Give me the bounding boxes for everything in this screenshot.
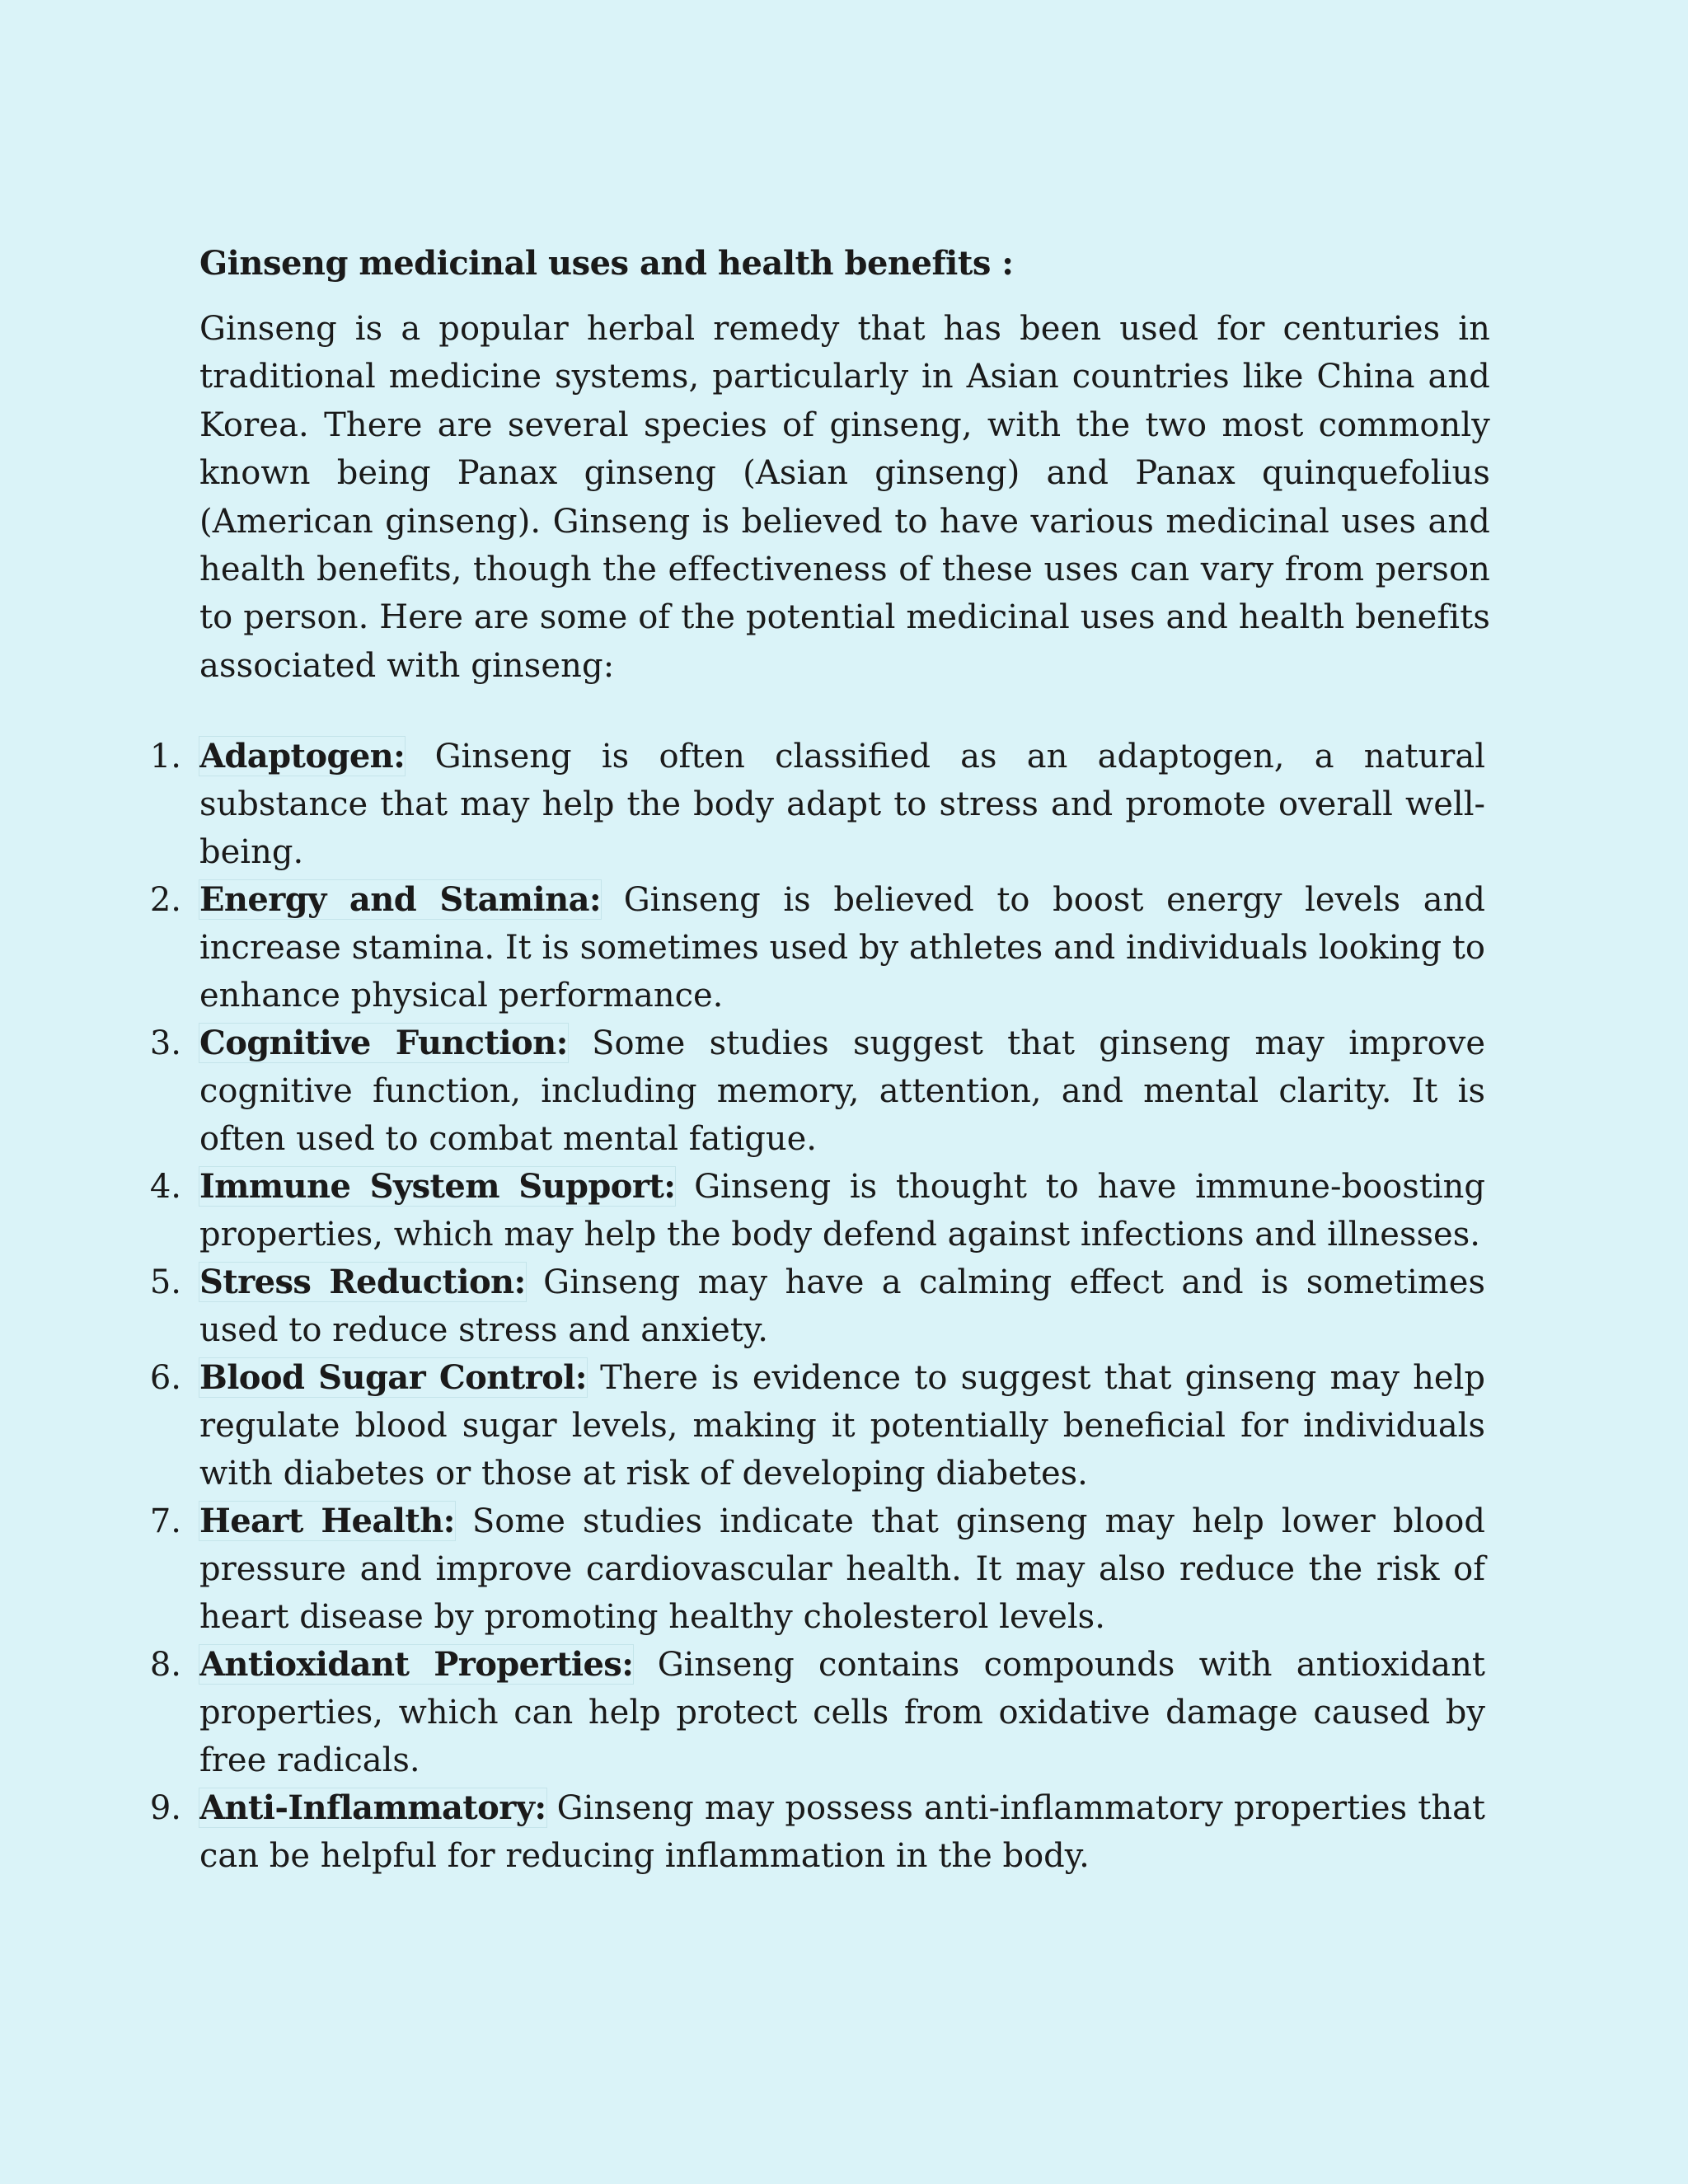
intro-paragraph: Ginseng is a popular herbal remedy that has been used for centuries in traditional medicine systems, particularly in Asian countries like China and Korea. There are several species of ginseng, with the two most commonly known being Panax ginseng (Asian ginseng) and Panax quinquefolius (American ginseng). Ginseng is believed to have various medicinal uses and health benefits, though the effectiveness of these uses can vary from person to person. Here are some of the potential medicinal uses and health benefits associated with ginseng: xyxy=(199,310,1490,685)
benefit-term: Anti-Inflammatory: xyxy=(199,1788,546,1827)
list-item xyxy=(148,1354,1485,1497)
list-item xyxy=(148,1258,1485,1354)
list-item xyxy=(148,1497,1485,1641)
list-item-number: 4. xyxy=(149,1168,181,1206)
benefit-term: Energy and Stamina: xyxy=(199,880,602,919)
benefit-description: Ginseng is often classified as an adaptogen, a natural substance that may help the body adapt to stress and promote overall well-being. xyxy=(199,738,1485,871)
benefit-term: Antioxidant Properties: xyxy=(199,1645,634,1684)
page-title: Ginseng medicinal uses and health benefits : xyxy=(199,244,1014,283)
list-item xyxy=(148,1784,1485,1880)
benefit-term: Immune System Support: xyxy=(199,1167,676,1206)
benefit-description: Ginseng contains compounds with antioxidant properties, which can help protect cells from oxidative damage caused by free radicals. xyxy=(199,1646,1485,1779)
list-item xyxy=(148,1641,1485,1784)
benefit-description: Ginseng may possess anti-inflammatory properties that can be helpful for reducing inflammation in the body. xyxy=(199,1789,1485,1875)
list-item-number: 9. xyxy=(149,1789,181,1827)
benefit-description: There is evidence to suggest that ginseng may help regulate blood sugar levels, making it potentially beneficial for individuals with diabetes or those at risk of developing diabetes. xyxy=(199,1359,1486,1493)
list-item-number: 7. xyxy=(149,1502,181,1540)
list-item xyxy=(148,876,1485,1019)
benefit-term: Heart Health: xyxy=(199,1502,455,1540)
list-item-number: 2. xyxy=(149,881,181,919)
list-item-number: 3. xyxy=(149,1024,181,1062)
benefit-term: Blood Sugar Control: xyxy=(199,1358,587,1397)
benefit-description: Some studies indicate that ginseng may help lower blood pressure and improve cardiovascular health. It may also reduce the risk of heart disease by promoting healthy cholesterol levels. xyxy=(199,1502,1485,1636)
benefits-list xyxy=(148,733,1485,1880)
list-item xyxy=(148,733,1485,876)
benefit-term: Stress Reduction: xyxy=(199,1263,526,1301)
benefit-description: Ginseng may have a calming effect and is sometimes used to reduce stress and anxiety. xyxy=(199,1263,1485,1349)
list-item-number: 6. xyxy=(149,1359,181,1397)
list-item xyxy=(148,1019,1485,1163)
benefit-description: Some studies suggest that ginseng may improve cognitive function, including memory, attention, and mental clarity. It is often used to combat mental fatigue. xyxy=(199,1024,1485,1158)
benefit-term: Cognitive Function: xyxy=(199,1024,568,1062)
list-item-number: 8. xyxy=(149,1646,181,1684)
benefit-term: Adaptogen: xyxy=(199,737,406,776)
list-item-number: 5. xyxy=(149,1263,181,1301)
list-item-number: 1. xyxy=(149,738,181,776)
list-item xyxy=(148,1163,1485,1258)
benefit-description: Ginseng is thought to have immune-boosting properties, which may help the body defend against infections and illnesses. xyxy=(199,1168,1485,1254)
benefit-description: Ginseng is believed to boost energy levels and increase stamina. It is sometimes used by athletes and individuals looking to enhance physical performance. xyxy=(199,881,1485,1015)
